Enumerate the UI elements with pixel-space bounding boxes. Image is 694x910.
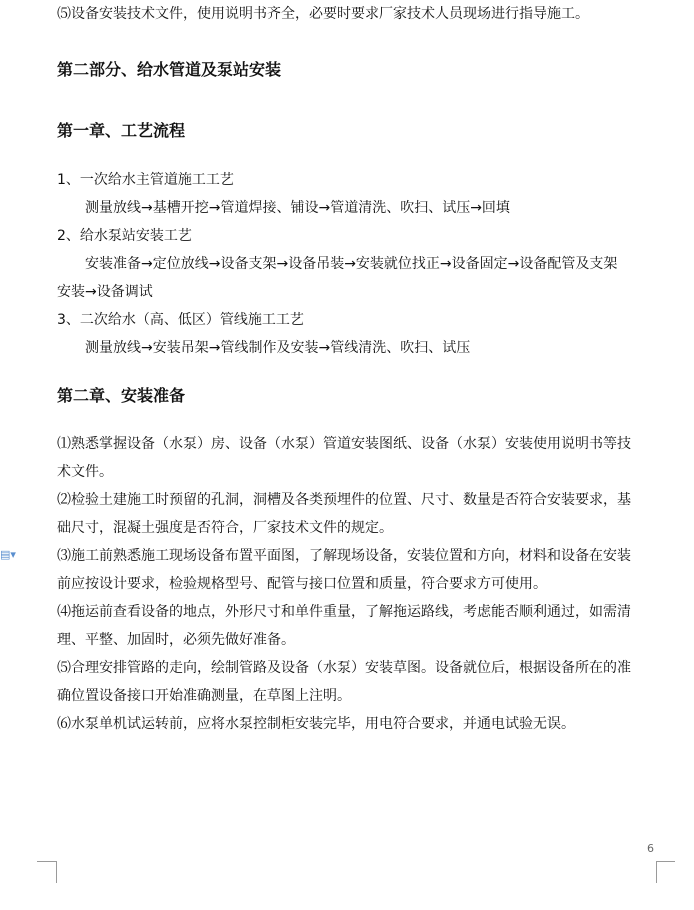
section3-title: 3、二次给水（高、低区）管线施工工艺 xyxy=(57,312,304,328)
section2-flow: 安装准备→定位放线→设备支架→设备吊装→安装就位找正→设备固定→设备配管及支架 xyxy=(85,256,618,272)
crop-mark-right-h xyxy=(656,861,675,862)
page-number: 6 xyxy=(647,842,654,855)
para2-cont: 础尺寸，混凝土强度是否符合，厂家技术文件的规定。 xyxy=(57,520,393,536)
para1-cont: 术文件。 xyxy=(57,464,113,480)
para2: ⑵检验土建施工时预留的孔洞，洞槽及各类预埋件的位置、尺寸、数量是否符合安装要求，基 xyxy=(57,492,631,508)
para5: ⑸合理安排管路的走向，绘制管路及设备（水泵）安装草图。设备就位后，根据设备所在的准 xyxy=(57,660,631,676)
para4-cont: 理、平整、加固时，必须先做好准备。 xyxy=(57,632,295,648)
para1: ⑴熟悉掌握设备（水泵）房、设备（水泵）管道安装图纸、设备（水泵）安装使用说明书等技 xyxy=(57,436,631,452)
paragraph-marker-icon[interactable]: ▤▾ xyxy=(0,548,16,561)
crop-mark-left-h xyxy=(37,861,56,862)
section1-title: 1、一次给水主管道施工工艺 xyxy=(57,172,234,188)
section3-flow: 测量放线→安装吊架→管线制作及安装→管线清洗、吹扫、试压 xyxy=(85,340,471,356)
para6: ⑹水泵单机试运转前，应将水泵控制柜安装完毕，用电符合要求，并通电试验无误。 xyxy=(57,716,575,732)
line-top: ⑸设备安装技术文件，使用说明书齐全，必要时要求厂家技术人员现场进行指导施工。 xyxy=(57,6,589,22)
para3: ⑶施工前熟悉施工现场设备布置平面图，了解现场设备，安装位置和方向，材料和设备在安装 xyxy=(57,548,631,564)
chapter1-title: 第一章、工艺流程 xyxy=(57,121,186,140)
para5-cont: 确位置设备接口开始准确测量，在草图上注明。 xyxy=(57,688,351,704)
para4: ⑷拖运前查看设备的地点，外形尺寸和单件重量，了解拖运路线，考虑能否顺利通过，如需清 xyxy=(57,604,631,620)
crop-mark-right-v xyxy=(656,861,657,883)
part-title: 第二部分、给水管道及泵站安装 xyxy=(57,60,282,79)
section2-title: 2、给水泵站安装工艺 xyxy=(57,228,192,244)
section1-flow: 测量放线→基槽开挖→管道焊接、铺设→管道清洗、吹扫、试压→回填 xyxy=(85,200,510,216)
section2-flow-cont: 安装→设备调试 xyxy=(57,284,153,300)
chapter2-title: 第二章、安装准备 xyxy=(57,386,186,405)
para3-cont: 前应按设计要求，检验规格型号、配管与接口位置和质量，符合要求方可使用。 xyxy=(57,576,547,592)
crop-mark-left-v xyxy=(56,861,57,883)
